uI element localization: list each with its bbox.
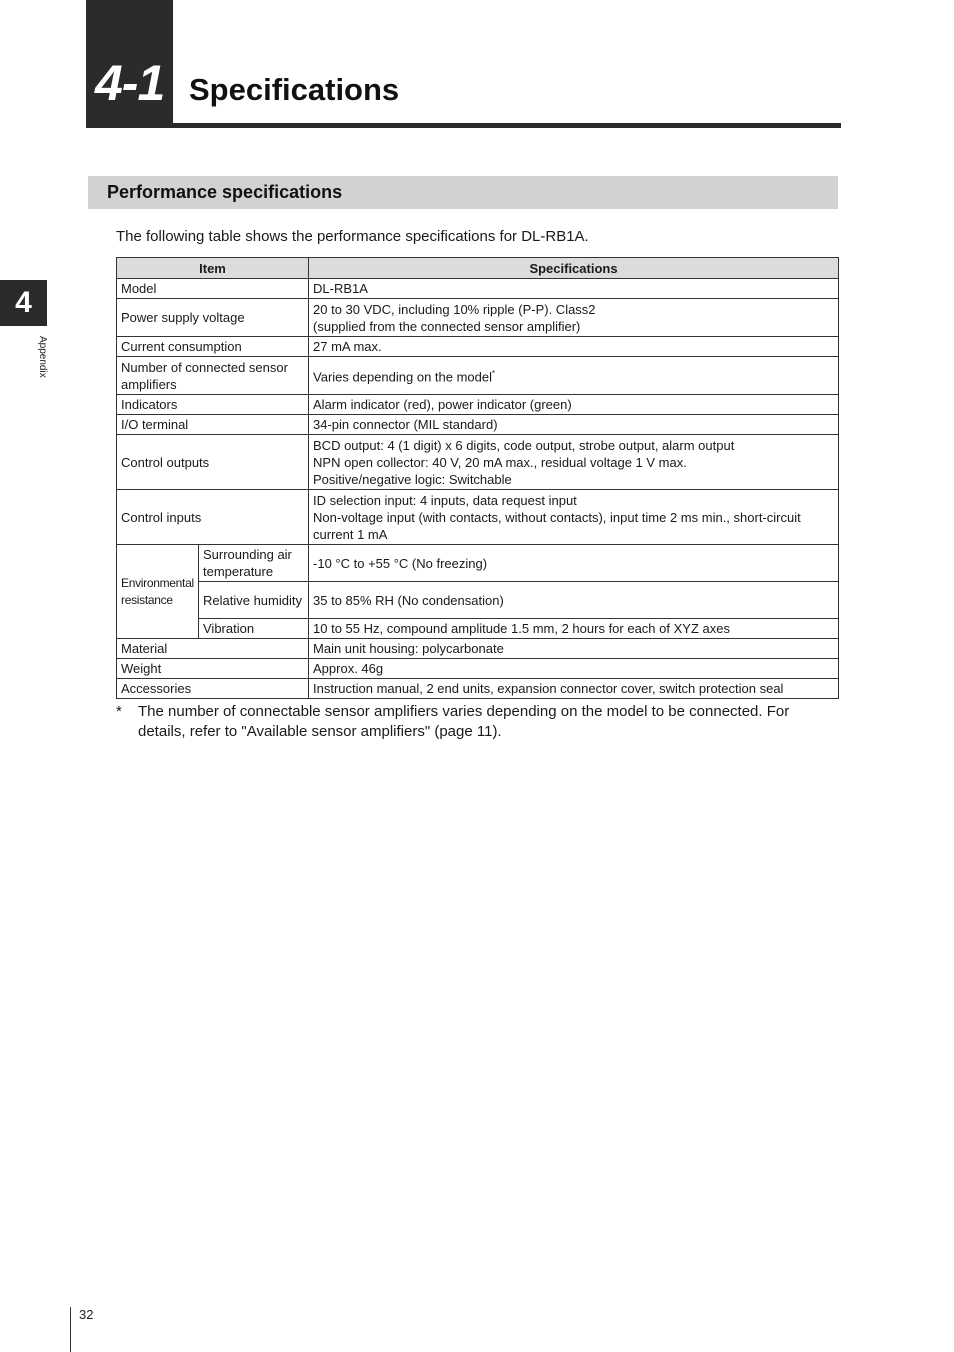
- page-number-rule: [70, 1307, 71, 1352]
- spec-line: 20 to 30 VDC, including 10% ripple (P-P). Class2: [313, 301, 596, 317]
- table-row: [117, 659, 839, 679]
- table-row: [117, 582, 839, 619]
- table-header-row: [117, 258, 839, 279]
- spec-cell: Alarm indicator (red), power indicator (green): [309, 395, 839, 415]
- item-cell: Model: [117, 279, 309, 299]
- table-row: [117, 619, 839, 639]
- spec-cell: [309, 490, 839, 545]
- spec-cell: Main unit housing: polycarbonate: [309, 639, 839, 659]
- side-tab-label: Appendix: [37, 336, 48, 378]
- spec-line: Positive/negative logic: Switchable: [313, 471, 512, 487]
- item-cell: Number of connected sensor amplifiers: [117, 357, 309, 395]
- header-item: Item: [117, 258, 309, 279]
- item-cell: Accessories: [117, 679, 309, 699]
- table-row: [117, 337, 839, 357]
- spec-line: (supplied from the connected sensor amplifier): [313, 318, 581, 334]
- table-row: [117, 490, 839, 545]
- spec-line: Non-voltage input (with contacts, without contacts), input time 2 ms min., short-circuit current 1 mA: [313, 509, 801, 542]
- side-tab-chapter: 4: [0, 280, 47, 326]
- spec-table: [116, 257, 839, 699]
- table-row: [117, 639, 839, 659]
- item-cell: Indicators: [117, 395, 309, 415]
- footnote-mark: *: [116, 703, 122, 720]
- footnote: [116, 702, 836, 742]
- spec-line: BCD output: 4 (1 digit) x 6 digits, code output, strobe output, alarm output: [313, 437, 735, 453]
- table-row: [117, 545, 839, 582]
- table-row: [117, 679, 839, 699]
- spec-cell: 35 to 85% RH (No condensation): [309, 582, 839, 619]
- table-row: [117, 415, 839, 435]
- page-number: 32: [79, 1307, 94, 1322]
- item-cell: Weight: [117, 659, 309, 679]
- item-cell: Power supply voltage: [117, 299, 309, 337]
- table-row: [117, 357, 839, 395]
- subitem-cell: Surrounding air temperature: [199, 545, 309, 582]
- spec-cell: 10 to 55 Hz, compound amplitude 1.5 mm, 2 hours for each of XYZ axes: [309, 619, 839, 639]
- spec-cell: Instruction manual, 2 end units, expansion connector cover, switch protection seal: [309, 679, 839, 699]
- table-row: [117, 299, 839, 337]
- title-rule: [86, 123, 841, 128]
- spec-cell: DL-RB1A: [309, 279, 839, 299]
- chapter-number: 4-1: [95, 55, 165, 111]
- item-cell: Material: [117, 639, 309, 659]
- table-row: [117, 435, 839, 490]
- item-cell: Control outputs: [117, 435, 309, 490]
- spec-cell: 27 mA max.: [309, 337, 839, 357]
- footnote-mark: *: [492, 369, 496, 379]
- item-cell: I/O terminal: [117, 415, 309, 435]
- subitem-cell: Vibration: [199, 619, 309, 639]
- spec-cell: 34-pin connector (MIL standard): [309, 415, 839, 435]
- subitem-cell: Relative humidity: [199, 582, 309, 619]
- intro-text: The following table shows the performance specifications for DL-RB1A.: [116, 228, 589, 245]
- spec-cell: [309, 435, 839, 490]
- spec-cell: -10 °C to +55 °C (No freezing): [309, 545, 839, 582]
- item-cell-environmental: Environmental resistance: [117, 545, 199, 639]
- spec-text: Varies depending on the model: [313, 369, 493, 385]
- item-cell: Control inputs: [117, 490, 309, 545]
- table-row: [117, 395, 839, 415]
- spec-line: NPN open collector: 40 V, 20 mA max., residual voltage 1 V max.: [313, 454, 687, 470]
- item-cell: Current consumption: [117, 337, 309, 357]
- table-row: [117, 279, 839, 299]
- spec-cell: Approx. 46g: [309, 659, 839, 679]
- footnote-text: The number of connectable sensor amplifiers varies depending on the model to be connected. For details, refer to "Available sensor amplifiers" (page 11).: [138, 703, 790, 740]
- spec-cell: [309, 299, 839, 337]
- spec-cell: [309, 357, 839, 395]
- section-heading: Performance specifications: [88, 176, 838, 209]
- spec-line: ID selection input: 4 inputs, data request input: [313, 492, 577, 508]
- header-spec: Specifications: [309, 258, 839, 279]
- page-title: Specifications: [189, 72, 400, 107]
